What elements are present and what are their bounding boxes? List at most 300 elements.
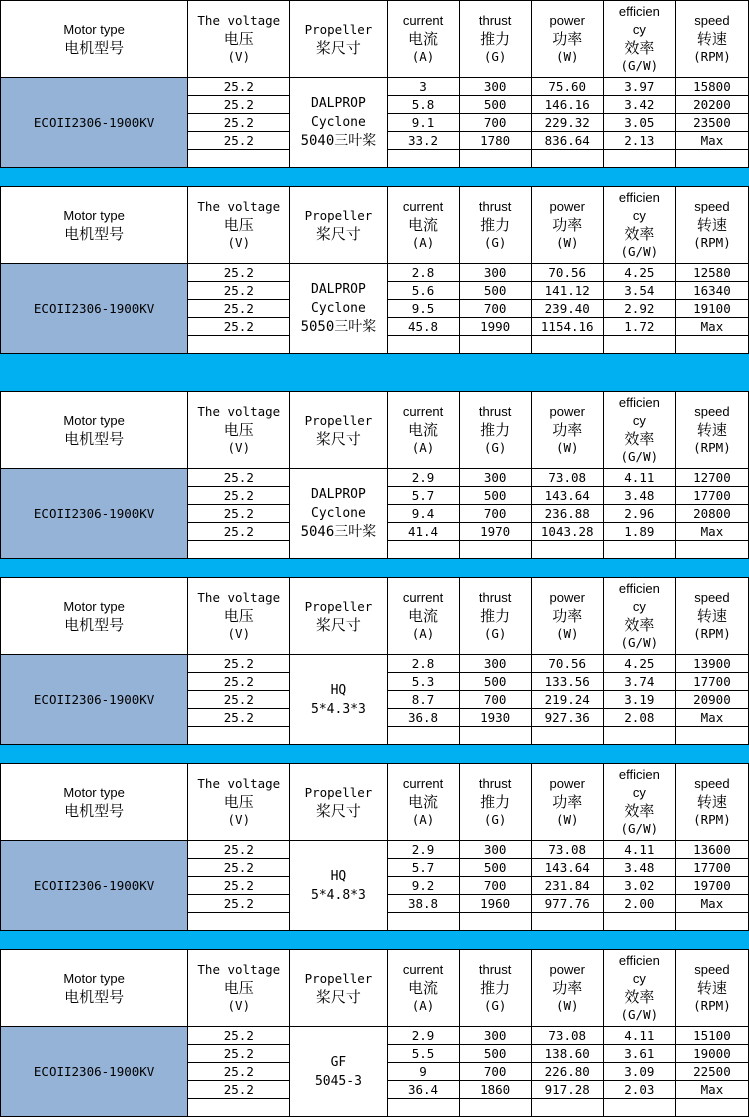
efficiency-cell: 3.48 <box>603 487 675 505</box>
speed-cell: Max <box>675 895 748 913</box>
speed-cell: 20900 <box>675 691 748 709</box>
propeller-line: DALPROP <box>311 282 366 297</box>
header-thrust <box>459 578 531 655</box>
current-cell <box>387 336 459 354</box>
speed-cell: 23500 <box>675 114 748 132</box>
table-row <box>1 841 749 859</box>
power-cell: 239.40 <box>531 300 603 318</box>
header-line: (G/W) <box>620 58 659 73</box>
header-line: The voltage <box>197 404 281 419</box>
header-line: speed <box>694 590 730 605</box>
header-line: power <box>549 404 585 419</box>
header-efficiency <box>603 950 675 1027</box>
header-power <box>531 187 603 264</box>
thrust-cell: 1780 <box>459 132 531 150</box>
header-propeller <box>290 187 387 264</box>
thrust-cell: 300 <box>459 469 531 487</box>
header-line: cy <box>632 599 646 614</box>
speed-cell: Max <box>675 1081 748 1099</box>
table-row <box>1 1027 749 1045</box>
header-power <box>531 950 603 1027</box>
header-line: 转速 <box>696 793 727 811</box>
current-cell: 2.9 <box>387 469 459 487</box>
header-line: 电流 <box>408 607 439 625</box>
motor-type-cell: ECOII2306-1900KV <box>1 469 188 559</box>
propeller-line: HQ <box>330 682 347 698</box>
thrust-cell: 1860 <box>459 1081 531 1099</box>
header-line: 转速 <box>696 216 727 234</box>
header-line: efficien <box>618 953 660 968</box>
header-line: (V) <box>227 812 251 827</box>
header-line: speed <box>694 404 730 419</box>
header-line: cy <box>632 22 646 37</box>
header-line: 电流 <box>408 979 439 997</box>
header-line: current <box>402 199 444 214</box>
header-efficiency <box>603 392 675 469</box>
power-cell: 1154.16 <box>531 318 603 336</box>
efficiency-cell: 2.08 <box>603 709 675 727</box>
header-line: The voltage <box>197 13 281 28</box>
header-line: (W) <box>555 440 579 455</box>
header-line: (V) <box>227 440 251 455</box>
header-row <box>1 578 749 655</box>
efficiency-cell: 3.74 <box>603 673 675 691</box>
thrust-cell: 500 <box>459 487 531 505</box>
header-power <box>531 392 603 469</box>
current-cell: 5.5 <box>387 1045 459 1063</box>
voltage-cell: 25.2 <box>188 318 290 336</box>
test-block <box>0 391 749 559</box>
header-row <box>1 950 749 1027</box>
header-line: (RPM) <box>693 49 731 64</box>
voltage-cell: 25.2 <box>188 1045 290 1063</box>
header-line: The voltage <box>197 199 281 214</box>
efficiency-cell: 3.05 <box>603 114 675 132</box>
speed-cell: 17700 <box>675 673 748 691</box>
header-line: 转速 <box>696 979 727 997</box>
thrust-cell: 700 <box>459 1063 531 1081</box>
current-cell: 5.7 <box>387 487 459 505</box>
header-line: cy <box>632 208 646 223</box>
thrust-cell <box>459 336 531 354</box>
header-line: 效率 <box>624 616 655 634</box>
header-line: (RPM) <box>693 440 731 455</box>
power-cell: 1043.28 <box>531 523 603 541</box>
speed-cell: 16340 <box>675 282 748 300</box>
separator-band <box>0 559 749 577</box>
thrust-cell: 500 <box>459 859 531 877</box>
motor-type-cell: ECOII2306-1900KV <box>1 78 188 168</box>
current-cell: 8.7 <box>387 691 459 709</box>
efficiency-cell: 3.54 <box>603 282 675 300</box>
thrust-cell: 500 <box>459 282 531 300</box>
header-row <box>1 392 749 469</box>
header-line: Motor type <box>63 208 125 223</box>
speed-cell: 12700 <box>675 469 748 487</box>
header-propeller <box>290 1 387 78</box>
header-line: 推力 <box>480 793 511 811</box>
efficiency-cell <box>603 150 675 168</box>
header-line: 推力 <box>480 979 511 997</box>
header-line: (A) <box>411 235 435 250</box>
motor-type-cell: ECOII2306-1900KV <box>1 264 188 354</box>
header-line: speed <box>694 962 730 977</box>
header-line: power <box>549 962 585 977</box>
voltage-cell: 25.2 <box>188 96 290 114</box>
header-line: 推力 <box>480 607 511 625</box>
voltage-cell: 25.2 <box>188 691 290 709</box>
speed-cell: 13900 <box>675 655 748 673</box>
speed-cell <box>675 1099 748 1117</box>
voltage-cell: 25.2 <box>188 673 290 691</box>
header-row <box>1 187 749 264</box>
power-cell <box>531 336 603 354</box>
voltage-cell <box>188 913 290 931</box>
table-row <box>1 78 749 96</box>
efficiency-cell: 3.19 <box>603 691 675 709</box>
propeller-line: Cyclone <box>311 301 366 316</box>
header-line: thrust <box>478 590 512 605</box>
header-line: (RPM) <box>693 998 731 1013</box>
header-speed <box>675 764 748 841</box>
power-cell <box>531 913 603 931</box>
header-efficiency <box>603 764 675 841</box>
header-efficiency <box>603 1 675 78</box>
header-line: 转速 <box>696 30 727 48</box>
voltage-cell: 25.2 <box>188 505 290 523</box>
header-line: 效率 <box>624 988 655 1006</box>
header-current <box>387 1 459 78</box>
header-line: 功率 <box>552 30 583 48</box>
propeller-line: DALPROP <box>311 487 366 502</box>
header-line: power <box>549 199 585 214</box>
header-line: (W) <box>555 49 579 64</box>
thrust-cell: 500 <box>459 96 531 114</box>
voltage-cell <box>188 1099 290 1117</box>
thrust-cell <box>459 541 531 559</box>
header-row <box>1 764 749 841</box>
propeller-cell <box>290 655 387 745</box>
power-cell: 927.36 <box>531 709 603 727</box>
header-line: The voltage <box>197 590 281 605</box>
header-speed <box>675 578 748 655</box>
current-cell: 2.9 <box>387 1027 459 1045</box>
speed-cell: 19000 <box>675 1045 748 1063</box>
thrust-cell: 500 <box>459 1045 531 1063</box>
voltage-cell: 25.2 <box>188 859 290 877</box>
header-voltage <box>188 578 290 655</box>
voltage-cell: 25.2 <box>188 523 290 541</box>
header-speed <box>675 392 748 469</box>
thrust-cell: 700 <box>459 505 531 523</box>
header-line: 功率 <box>552 793 583 811</box>
power-cell: 229.32 <box>531 114 603 132</box>
header-line: 电机型号 <box>64 616 125 634</box>
header-line: (G) <box>483 626 507 641</box>
efficiency-cell <box>603 727 675 745</box>
header-line: thrust <box>478 404 512 419</box>
thrust-cell: 300 <box>459 841 531 859</box>
speed-cell: 20200 <box>675 96 748 114</box>
efficiency-cell: 4.25 <box>603 264 675 282</box>
header-speed <box>675 1 748 78</box>
voltage-cell <box>188 336 290 354</box>
separator-band <box>0 745 749 763</box>
efficiency-cell: 2.13 <box>603 132 675 150</box>
header-line: 桨尺寸 <box>315 802 361 820</box>
current-cell: 2.9 <box>387 841 459 859</box>
header-voltage <box>188 764 290 841</box>
current-cell <box>387 1099 459 1117</box>
power-cell: 138.60 <box>531 1045 603 1063</box>
header-line: 桨尺寸 <box>315 225 361 243</box>
header-current <box>387 578 459 655</box>
header-line: current <box>402 776 444 791</box>
header-line: current <box>402 962 444 977</box>
power-cell: 977.76 <box>531 895 603 913</box>
header-line: (V) <box>227 626 251 641</box>
header-power <box>531 764 603 841</box>
voltage-cell: 25.2 <box>188 132 290 150</box>
propeller-line: 5*4.8*3 <box>311 887 366 903</box>
header-line: 推力 <box>480 421 511 439</box>
header-line: Propeller <box>304 599 373 614</box>
thrust-cell: 700 <box>459 114 531 132</box>
power-cell <box>531 541 603 559</box>
thrust-cell: 1990 <box>459 318 531 336</box>
header-thrust <box>459 187 531 264</box>
header-line: (G) <box>483 998 507 1013</box>
voltage-cell: 25.2 <box>188 1063 290 1081</box>
efficiency-cell: 4.11 <box>603 1027 675 1045</box>
header-line: (G/W) <box>620 821 659 836</box>
header-line: 电压 <box>223 216 254 234</box>
efficiency-cell <box>603 336 675 354</box>
header-line: speed <box>694 13 730 28</box>
header-line: (G/W) <box>620 449 659 464</box>
voltage-cell: 25.2 <box>188 264 290 282</box>
motor-type-cell: ECOII2306-1900KV <box>1 655 188 745</box>
header-thrust <box>459 950 531 1027</box>
header-line: (G/W) <box>620 244 659 259</box>
header-propeller <box>290 392 387 469</box>
header-line: (RPM) <box>693 626 731 641</box>
header-line: 效率 <box>624 802 655 820</box>
header-propeller <box>290 950 387 1027</box>
header-propeller <box>290 764 387 841</box>
propeller-line: HQ <box>330 868 347 884</box>
speed-cell: 15800 <box>675 78 748 96</box>
power-cell: 133.56 <box>531 673 603 691</box>
power-cell <box>531 727 603 745</box>
header-motor <box>1 1 188 78</box>
speed-cell <box>675 150 748 168</box>
thrust-cell: 500 <box>459 673 531 691</box>
speed-cell <box>675 913 748 931</box>
header-speed <box>675 187 748 264</box>
current-cell: 2.8 <box>387 264 459 282</box>
table-row <box>1 264 749 282</box>
header-line: 桨尺寸 <box>315 430 361 448</box>
power-cell: 236.88 <box>531 505 603 523</box>
power-cell: 70.56 <box>531 655 603 673</box>
voltage-cell: 25.2 <box>188 841 290 859</box>
efficiency-cell: 3.97 <box>603 78 675 96</box>
speed-cell: Max <box>675 709 748 727</box>
efficiency-cell: 3.61 <box>603 1045 675 1063</box>
efficiency-cell: 2.92 <box>603 300 675 318</box>
header-line: speed <box>694 199 730 214</box>
header-motor <box>1 578 188 655</box>
test-block <box>0 949 749 1117</box>
current-cell: 36.4 <box>387 1081 459 1099</box>
thrust-cell: 300 <box>459 655 531 673</box>
header-line: Propeller <box>304 22 373 37</box>
header-line: cy <box>632 413 646 428</box>
header-line: (A) <box>411 49 435 64</box>
header-line: Motor type <box>63 785 125 800</box>
header-line: Propeller <box>304 208 373 223</box>
header-line: 推力 <box>480 30 511 48</box>
voltage-cell: 25.2 <box>188 1081 290 1099</box>
current-cell: 33.2 <box>387 132 459 150</box>
speed-cell <box>675 541 748 559</box>
speed-cell: Max <box>675 523 748 541</box>
efficiency-cell: 2.96 <box>603 505 675 523</box>
propeller-cell <box>290 264 387 354</box>
efficiency-cell: 3.42 <box>603 96 675 114</box>
header-line: 转速 <box>696 607 727 625</box>
thrust-cell <box>459 150 531 168</box>
header-line: (V) <box>227 998 251 1013</box>
header-line: Motor type <box>63 971 125 986</box>
voltage-cell: 25.2 <box>188 709 290 727</box>
header-line: (G) <box>483 235 507 250</box>
header-line: Propeller <box>304 971 373 986</box>
voltage-cell: 25.2 <box>188 469 290 487</box>
speed-cell <box>675 727 748 745</box>
speed-cell: Max <box>675 132 748 150</box>
propeller-line: 5045-3 <box>314 1073 362 1089</box>
test-table <box>0 0 749 168</box>
header-efficiency <box>603 578 675 655</box>
current-cell: 2.8 <box>387 655 459 673</box>
header-line: 效率 <box>624 39 655 57</box>
current-cell <box>387 150 459 168</box>
header-line: (RPM) <box>693 235 731 250</box>
header-current <box>387 187 459 264</box>
test-table <box>0 577 749 745</box>
header-voltage <box>188 1 290 78</box>
current-cell <box>387 727 459 745</box>
header-line: efficien <box>618 581 660 596</box>
voltage-cell: 25.2 <box>188 487 290 505</box>
power-cell: 146.16 <box>531 96 603 114</box>
efficiency-cell <box>603 541 675 559</box>
propeller-cell <box>290 78 387 168</box>
header-line: thrust <box>478 13 512 28</box>
header-current <box>387 392 459 469</box>
power-cell: 836.64 <box>531 132 603 150</box>
voltage-cell: 25.2 <box>188 877 290 895</box>
separator-band <box>0 354 749 391</box>
header-motor <box>1 392 188 469</box>
propeller-cell <box>290 1027 387 1117</box>
header-power <box>531 578 603 655</box>
header-line: (A) <box>411 440 435 455</box>
header-line: (G) <box>483 49 507 64</box>
header-line: Propeller <box>304 785 373 800</box>
header-line: (W) <box>555 998 579 1013</box>
header-line: 功率 <box>552 607 583 625</box>
header-line: (V) <box>227 235 251 250</box>
header-line: current <box>402 590 444 605</box>
propeller-line: DALPROP <box>311 96 366 111</box>
header-line: current <box>402 13 444 28</box>
current-cell <box>387 541 459 559</box>
current-cell: 5.6 <box>387 282 459 300</box>
thrust-cell <box>459 727 531 745</box>
voltage-cell: 25.2 <box>188 300 290 318</box>
thrust-cell <box>459 913 531 931</box>
header-line: thrust <box>478 776 512 791</box>
header-line: 电机型号 <box>64 39 125 57</box>
efficiency-cell: 1.89 <box>603 523 675 541</box>
thrust-cell: 1970 <box>459 523 531 541</box>
propeller-cell <box>290 469 387 559</box>
current-cell: 5.7 <box>387 859 459 877</box>
header-line: 功率 <box>552 421 583 439</box>
header-line: (A) <box>411 998 435 1013</box>
header-line: current <box>402 404 444 419</box>
header-line: power <box>549 590 585 605</box>
header-line: 电压 <box>223 793 254 811</box>
test-block <box>0 0 749 168</box>
propeller-line: GF <box>330 1054 347 1070</box>
header-line: (G/W) <box>620 635 659 650</box>
current-cell: 9.1 <box>387 114 459 132</box>
current-cell: 9.2 <box>387 877 459 895</box>
voltage-cell <box>188 541 290 559</box>
current-cell: 5.8 <box>387 96 459 114</box>
efficiency-cell: 3.48 <box>603 859 675 877</box>
motor-type-cell: ECOII2306-1900KV <box>1 1027 188 1117</box>
current-cell: 9 <box>387 1063 459 1081</box>
header-line: (W) <box>555 812 579 827</box>
header-thrust <box>459 392 531 469</box>
power-cell: 73.08 <box>531 1027 603 1045</box>
speed-cell: 22500 <box>675 1063 748 1081</box>
header-line: (W) <box>555 235 579 250</box>
current-cell: 41.4 <box>387 523 459 541</box>
header-line: (A) <box>411 626 435 641</box>
header-line: 电压 <box>223 979 254 997</box>
header-motor <box>1 950 188 1027</box>
speed-cell: 15100 <box>675 1027 748 1045</box>
efficiency-cell: 4.25 <box>603 655 675 673</box>
thrust-cell: 700 <box>459 877 531 895</box>
header-current <box>387 950 459 1027</box>
header-line: efficien <box>618 767 660 782</box>
voltage-cell: 25.2 <box>188 655 290 673</box>
separator-band <box>0 931 749 949</box>
propeller-line: Cyclone <box>311 115 366 130</box>
current-cell: 38.8 <box>387 895 459 913</box>
header-line: (G) <box>483 812 507 827</box>
efficiency-cell: 2.03 <box>603 1081 675 1099</box>
speed-cell: 19700 <box>675 877 748 895</box>
power-cell: 231.84 <box>531 877 603 895</box>
